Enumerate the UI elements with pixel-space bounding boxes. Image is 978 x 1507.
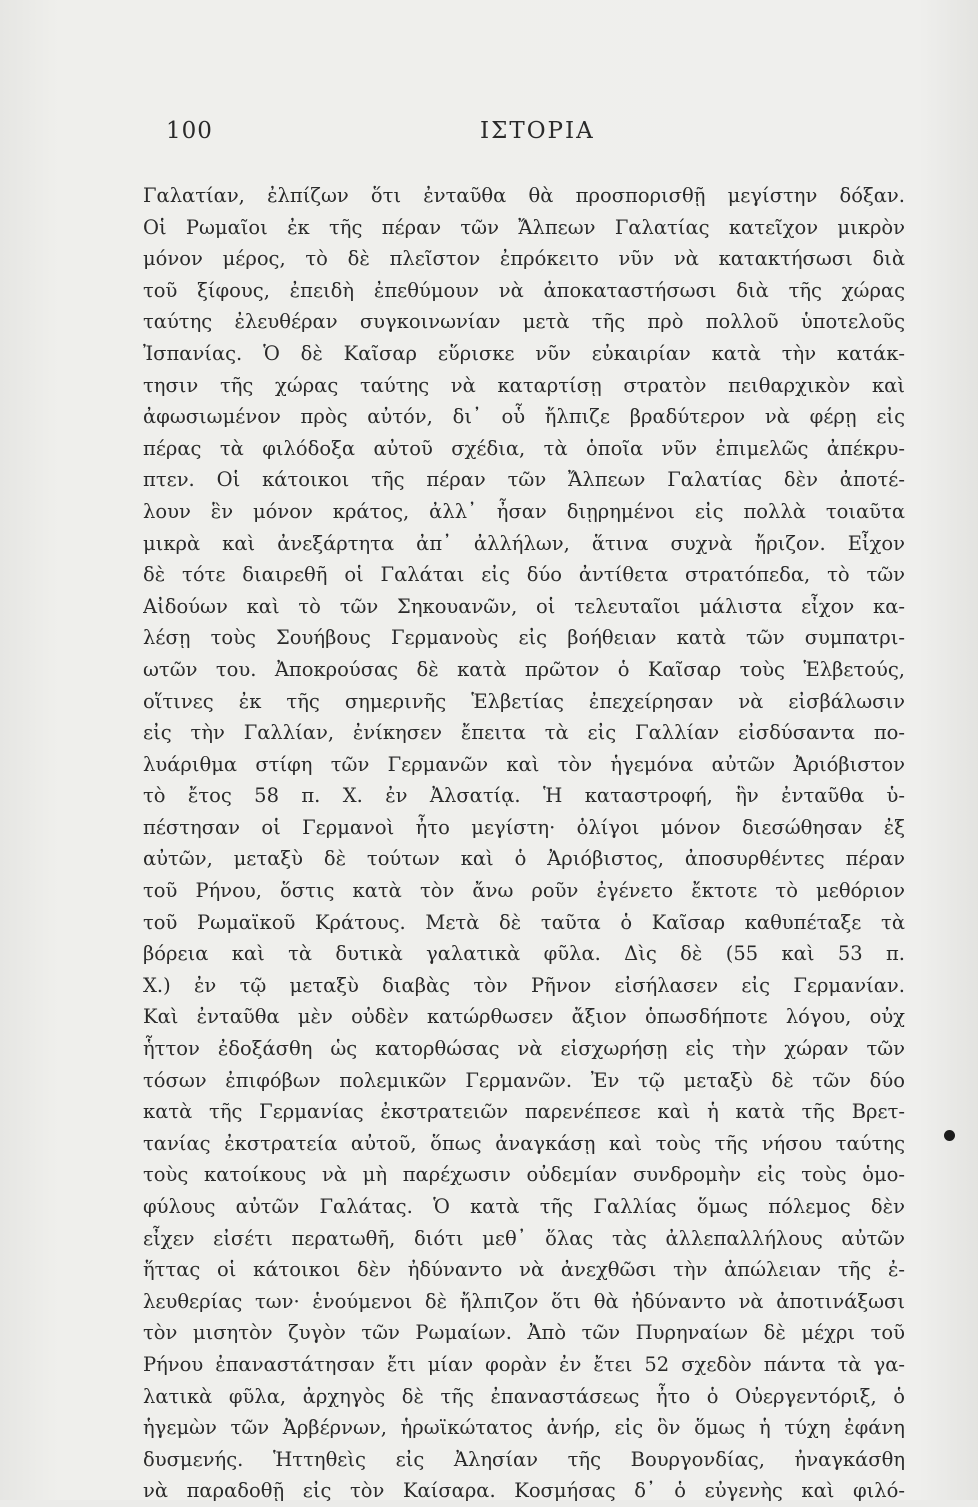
page-number: 100 [166,118,213,144]
text-line: Ἰσπανίας. Ὁ δὲ Καῖσαρ εὕρισκε νῦν εὐκαιρίαν κατὰ τὴν κατάκ- [143,341,905,365]
margin-ink-mark [944,1130,955,1141]
text-line: εἰς τὴν Γαλλίαν, ἐνίκησεν ἔπειτα τὰ εἰς Γαλλίαν εἰσδύσαντα πο- [143,721,905,745]
text-line: δὲ τότε διαιρεθῆ οἱ Γαλάται εἰς δύο ἀντίθετα στρατόπεδα, τὸ τῶν [143,563,905,587]
text-line: Γαλατίαν, ἐλπίζων ὅτι ἐνταῦθα θὰ προσπορισθῇ μεγίστην δόξαν. [143,184,905,207]
text-line: Καὶ ἐνταῦθα μὲν οὐδὲν κατώρθωσεν ἄξιον ὁπωσδήποτε λόγου, οὐχ [143,1005,905,1029]
text-line: φύλους αὐτῶν Γαλάτας. Ὁ κατὰ τῆς Γαλλίας ὅμως πόλεμος δὲν [143,1195,905,1218]
text-line: τοῦ Ρήνου, ὅστις κατὰ τὸν ἄνω ροῦν ἐγένετο ἔκτοτε τὸ μεθόριον [143,879,905,903]
text-line: αὐτῶν, μεταξὺ δὲ τούτων καὶ ὁ Ἀριόβιστος, ἀποσυρθέντες πέραν [143,847,905,871]
text-line: ἀφωσιωμένον πρὸς αὐτόν, δι᾽ οὗ ἤλπιζε βραδύτερον νὰ φέρῃ εἰς [143,405,905,429]
text-line: λέσῃ τοὺς Σουήβους Γερμανοὺς εἰς βοήθειαν κατὰ τῶν συμπατρι- [143,626,905,650]
text-line: οἵτινες ἐκ τῆς σημερινῆς Ἑλβετίας ἐπεχείρησαν νὰ εἰσβάλωσιν [143,689,905,713]
text-line: δυσμενής. Ἡττηθεὶς εἰς Ἀλησίαν τῆς Βουργονδίας, ἠναγκάσθη [143,1447,905,1471]
text-line: μικρὰ καὶ ἀνεξάρτητα ἀπ᾽ ἀλλήλων, ἅτινα συχνὰ ἤριζον. Εἶχον [143,531,905,555]
text-line: λατικὰ φῦλα, ἀρχηγὸς δὲ τῆς ἐπαναστάσεως ἦτο ὁ Οὐεργεντόριξ, ὁ [143,1384,905,1408]
text-line: πτεν. Οἱ κάτοικοι τῆς πέραν τῶν Ἄλπεων Γαλατίας δὲν ἀποτέ- [143,468,905,492]
running-title: ΙΣΤΟΡΙΑ [480,118,595,144]
text-line: κατὰ τῆς Γερμανίας ἐκστρατειῶν παρενέπεσε καὶ ἡ κατὰ τῆς Βρετ- [143,1100,905,1124]
text-line: τὸ ἔτος 58 π. Χ. ἐν Ἀλσατίᾳ. Ἡ καταστροφή, ἣν ἐνταῦθα ὑ- [143,784,905,808]
text-line: τοῦ ξίφους, ἐπειδὴ ἐπεθύμουν νὰ ἀποκαταστήσωσι διὰ τῆς χώρας [143,278,905,302]
page-header [0,112,978,152]
text-line: μόνον μέρος, τὸ δὲ πλεῖστον ἐπρόκειτο νῦν νὰ κατακτήσωσι διὰ [143,247,905,271]
text-line: βόρεια καὶ τὰ δυτικὰ γαλατικὰ φῦλα. Δὶς δὲ (55 καὶ 53 π. [143,942,905,966]
text-line: Οἱ Ρωμαῖοι ἐκ τῆς πέραν τῶν Ἄλπεων Γαλατίας κατεῖχον μικρὸν [143,215,905,239]
text-line: Χ.) ἐν τῷ μεταξὺ διαβὰς τὸν Ρῆνον εἰσήλασεν εἰς Γερμανίαν. [143,973,905,997]
text-line: νὰ παραδοθῇ εἰς τὸν Καίσαρα. Κοσμήσας δ᾽ ὁ εὐγενὴς καὶ φιλό- [143,1479,905,1503]
text-line: ἡγεμὼν τῶν Ἀρβέρνων, ἡρωϊκώτατος ἀνήρ, εἰς ὃν ὅμως ἡ τύχη ἐφάνη [143,1416,905,1440]
text-line: λυάριθμα στίφη τῶν Γερμανῶν καὶ τὸν ἡγεμόνα αὐτῶν Ἀριόβιστον [143,752,905,776]
text-line: λευθερίας των· ἑνούμενοι δὲ ἤλπιζον ὅτι θὰ ἠδύναντο νὰ ἀποτινάξωσι [143,1289,905,1313]
text-line: πέρας τὰ φιλόδοξα αὐτοῦ σχέδια, τὰ ὁποῖα νῦν ἐπιμελῶς ἀπέκρυ- [143,436,905,460]
text-line: Ρήνου ἐπαναστάτησαν ἔτι μίαν φορὰν ἐν ἔτει 52 σχεδὸν πάντα τὰ γα- [143,1352,905,1376]
text-line: τὸν μισητὸν ζυγὸν τῶν Ρωμαίων. Ἀπὸ τῶν Πυρηναίων δὲ μέχρι τοῦ [143,1321,905,1345]
text-line: Αἰδούων καὶ τὸ τῶν Σηκουανῶν, οἱ τελευταῖοι μάλιστα εἶχον κα- [143,594,905,618]
text-line: τοῦ Ρωμαϊκοῦ Κράτους. Μετὰ δὲ ταῦτα ὁ Καῖσαρ καθυπέταξε τὰ [143,910,905,934]
text-line: ἥττας οἱ κάτοικοι δὲν ἠδύναντο νὰ ἀνεχθῶσι τὴν ἀπώλειαν τῆς ἐ- [143,1258,905,1282]
text-line: ταύτης ἐλευθέραν συγκοινωνίαν μετὰ τῆς πρὸ πολλοῦ ὑποτελοῦς [143,310,905,334]
text-line: τόσων ἐπιφόβων πολεμικῶν Γερμανῶν. Ἐν τῷ μεταξὺ δὲ τῶν δύο [143,1068,905,1092]
text-line: τησιν τῆς χώρας ταύτης νὰ καταρτίσῃ στρατὸν πειθαρχικὸν καὶ [143,373,905,397]
text-line: ωτῶν του. Ἀποκρούσας δὲ κατὰ πρῶτον ὁ Καῖσαρ τοὺς Ἑλβετούς, [143,657,905,681]
text-line: ἧττον ἐδοξάσθη ὡς κατορθώσας νὰ εἰσχωρήσῃ εἰς τὴν χώραν τῶν [143,1037,905,1061]
text-line: τανίας ἐκστρατεία αὐτοῦ, ὅπως ἀναγκάσῃ καὶ τοὺς τῆς νήσου ταύτης [143,1131,905,1155]
text-line: εἶχεν εἰσέτι περατωθῆ, διότι μεθ᾽ ὅλας τὰς ἀλλεπαλλήλους αὐτῶν [143,1226,905,1250]
text-line: λουν ἓν μόνον κράτος, ἀλλ᾽ ἦσαν διῃρημένοι εἰς πολλὰ τοιαῦτα [143,499,905,523]
text-line: τοὺς κατοίκους νὰ μὴ παρέχωσιν οὐδεμίαν συνδρομὴν εἰς τοὺς ὁμο- [143,1163,905,1187]
text-line: πέστησαν οἱ Γερμανοὶ ἦτο μεγίστη· ὀλίγοι μόνον διεσώθησαν ἐξ [143,815,905,839]
body-text [143,180,905,1507]
